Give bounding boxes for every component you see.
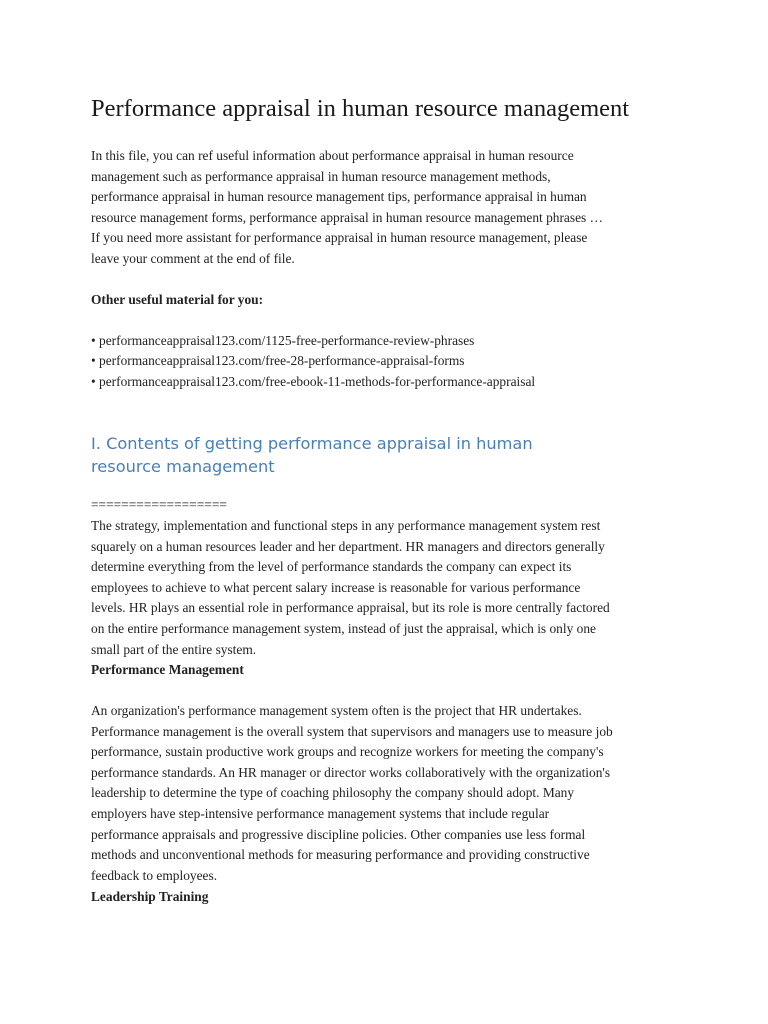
performance-management-paragraph (91, 701, 613, 886)
section-heading-line: resource management (91, 457, 275, 476)
useful-link-review-phrases[interactable]: • performanceappraisal123.com/1125-free-performance-review-phrases (91, 333, 475, 348)
paragraph-line: The strategy, implementation and functional steps in any performance management system rest (91, 518, 601, 533)
paragraph-line: employers have step-intensive performance management systems that include regular (91, 805, 550, 821)
leadership-training-heading: Leadership Training (91, 889, 209, 904)
paragraph-line: squarely on a human resources leader and her department. HR managers and directors generally (91, 538, 605, 554)
paragraph-line: Performance management is the overall system that supervisors and managers use to measure job (91, 723, 613, 739)
paragraph-line: methods and unconventional methods for measuring performance and providing constructive (91, 847, 590, 863)
useful-links-list (91, 331, 535, 392)
section-heading-line: I. Contents of getting performance appraisal in human (91, 434, 533, 453)
paragraph-line: feedback to employees. (91, 867, 218, 883)
paragraph-line: employees to achieve to what percent salary increase is reasonable for various performance (91, 579, 581, 595)
paragraph-line: leadership to determine the type of coaching philosophy the company should adopt. Many (91, 785, 575, 801)
paragraph-line: performance standards. An HR manager or director works collaboratively with the organization's (91, 764, 611, 780)
strategy-paragraph (91, 516, 610, 660)
intro-line: If you need more assistant for performance appraisal in human resource management, please (91, 230, 588, 246)
useful-link-ebook-methods[interactable]: • performanceappraisal123.com/free-ebook-11-methods-for-performance-appraisal (91, 373, 536, 389)
separator-line: ================== (91, 497, 227, 512)
document-title: Performance appraisal in human resource management (91, 95, 630, 122)
intro-line: In this file, you can ref useful information about performance appraisal in human resource (91, 148, 574, 163)
paragraph-line: on the entire performance management system, instead of just the appraisal, which is only one (91, 620, 596, 636)
paragraph-line: small part of the entire system. (91, 641, 257, 657)
intro-paragraph (91, 146, 603, 270)
intro-line: leave your comment at the end of file. (91, 250, 295, 266)
intro-line: resource management forms, performance appraisal in human resource management phrases … (91, 209, 603, 225)
performance-management-heading: Performance Management (91, 662, 244, 677)
useful-material-heading: Other useful material for you: (91, 292, 264, 307)
intro-line: performance appraisal in human resource management tips, performance appraisal in human (91, 189, 587, 205)
useful-link-appraisal-forms[interactable]: • performanceappraisal123.com/free-28-performance-appraisal-forms (91, 353, 465, 369)
paragraph-line: performance appraisals and progressive discipline policies. Other companies use less formal (91, 826, 586, 842)
paragraph-line: determine everything from the level of performance standards the company can expect its (91, 559, 572, 575)
intro-line: management such as performance appraisal in human resource management methods, (91, 168, 551, 184)
paragraph-line: levels. HR plays an essential role in performance appraisal, but its role is more centrally factored (91, 600, 610, 616)
paragraph-line: An organization's performance management system often is the project that HR undertakes. (91, 703, 582, 718)
section-heading-contents (91, 432, 533, 478)
paragraph-line: performance, sustain productive work groups and recognize workers for meeting the company's (91, 744, 604, 760)
